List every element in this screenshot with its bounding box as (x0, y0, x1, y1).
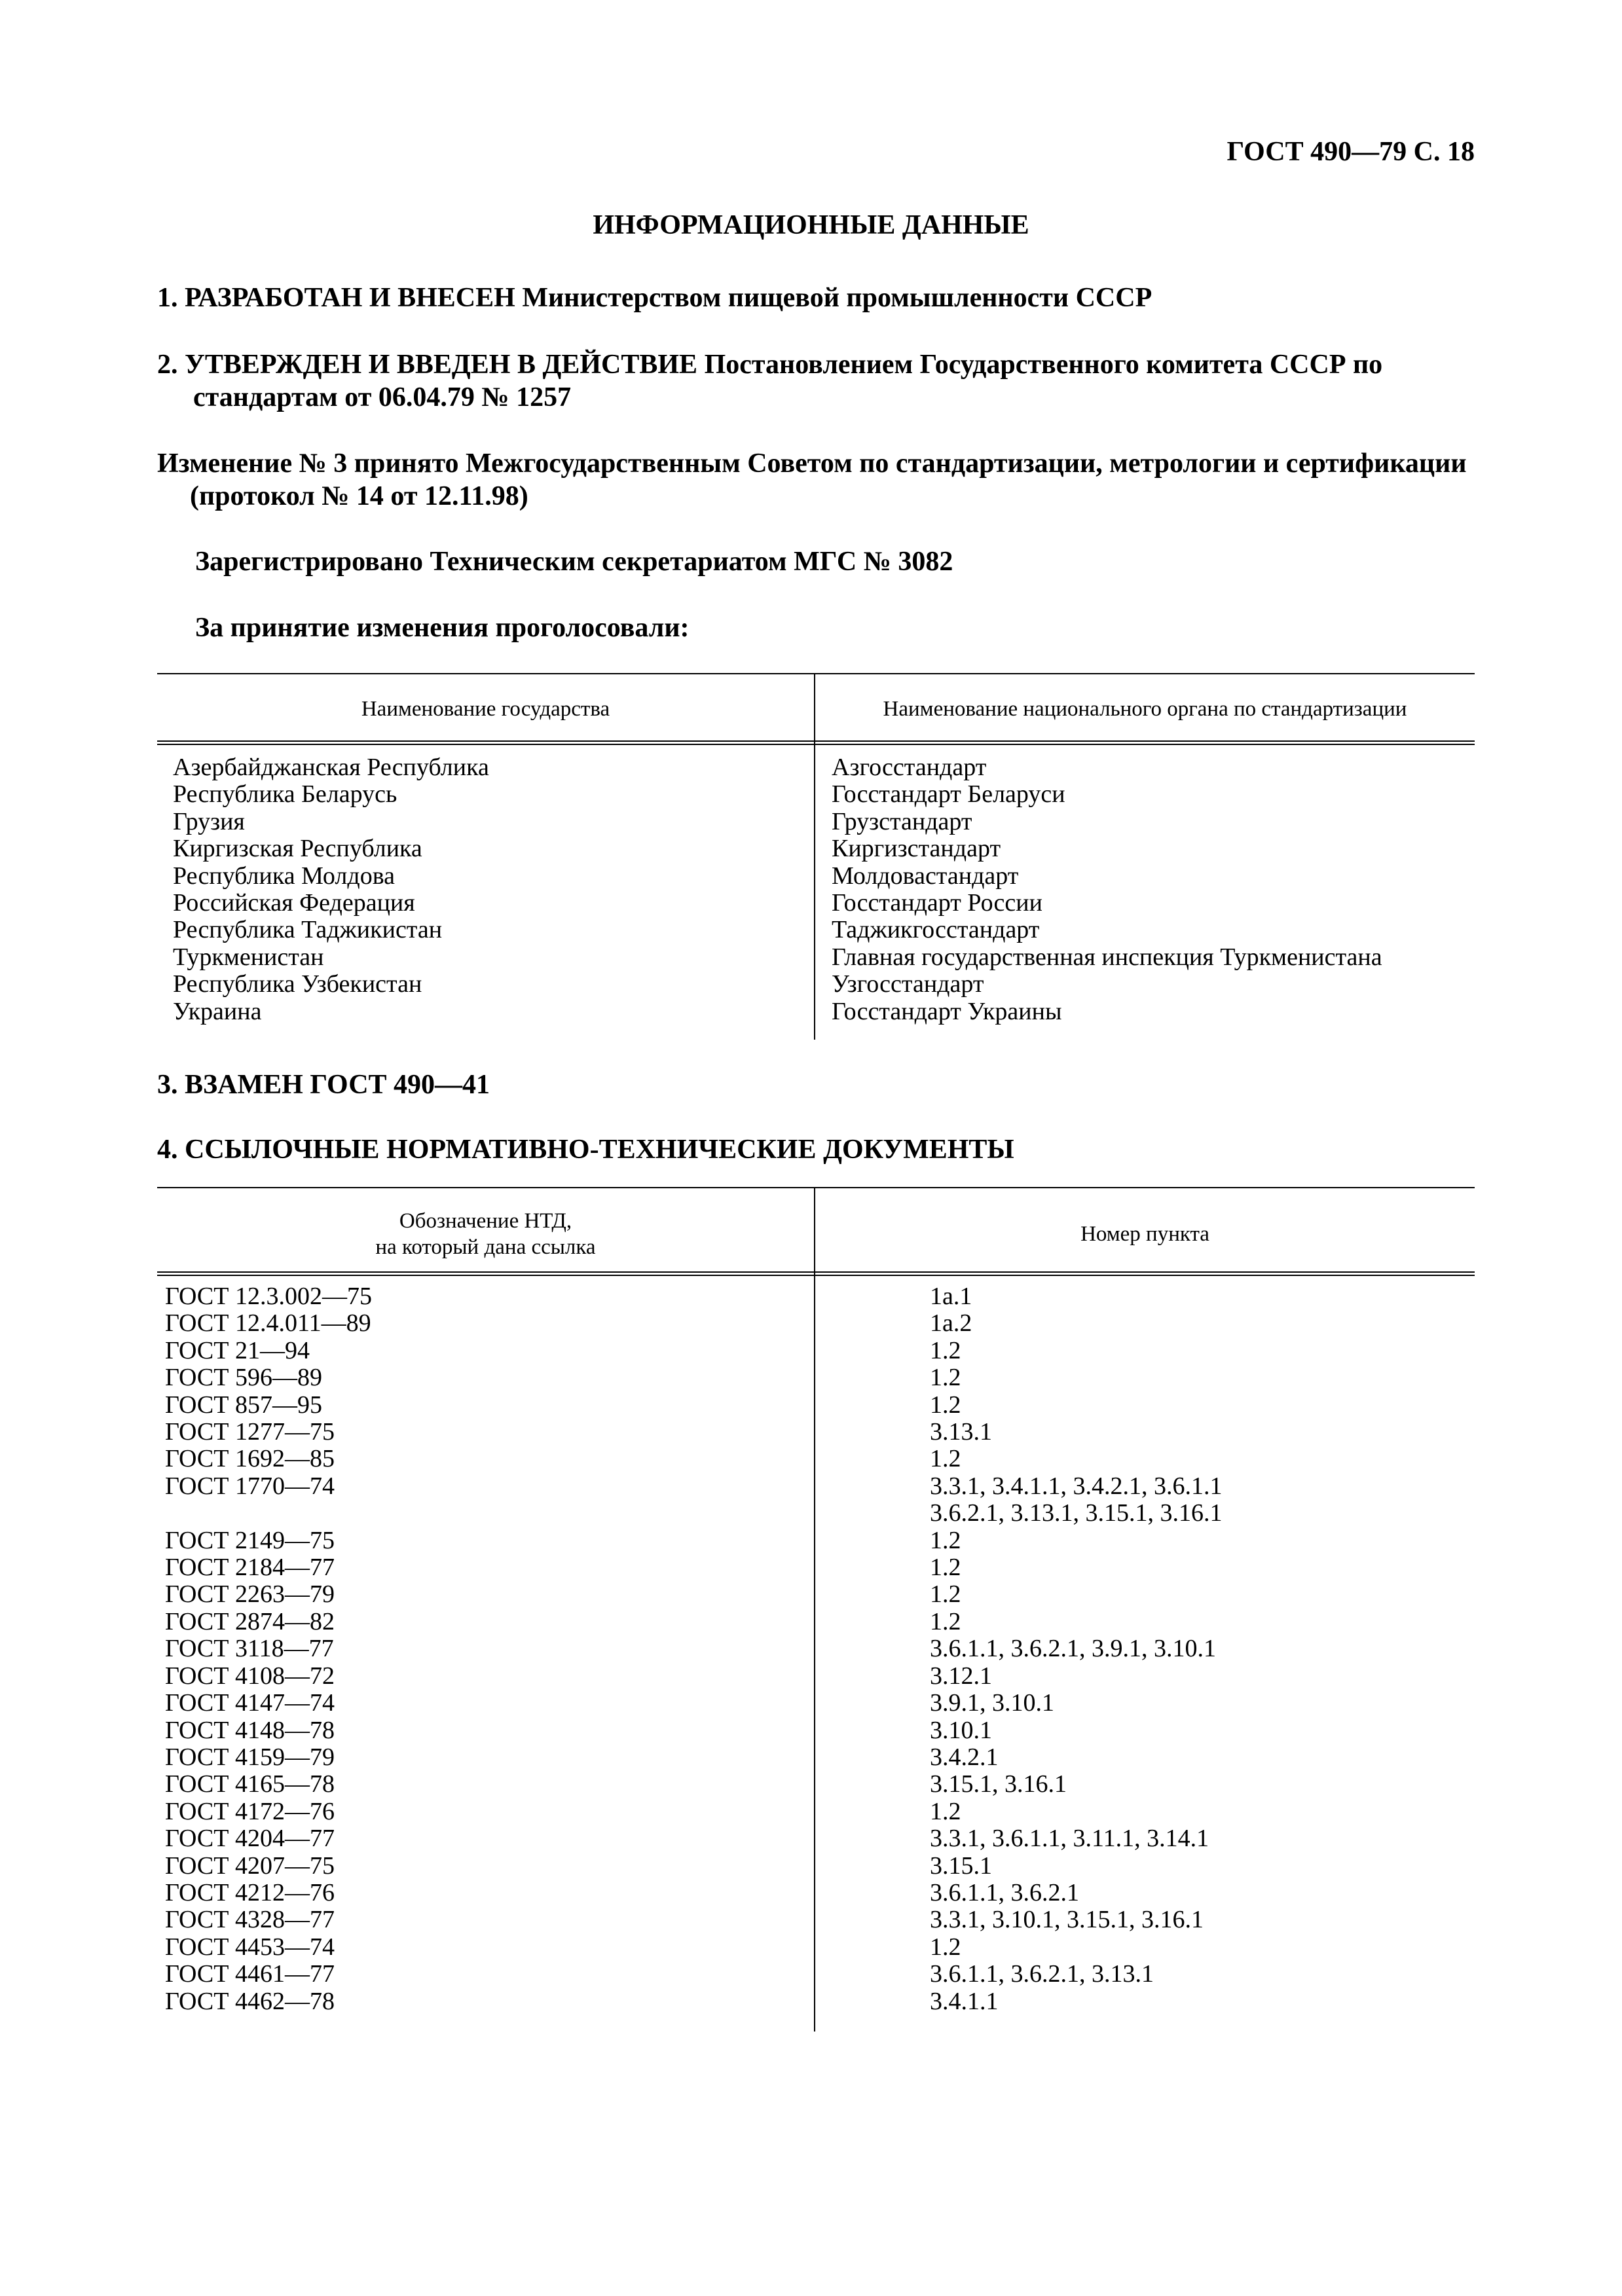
doc-designation: ГОСТ 4212—76 (165, 1878, 335, 1906)
doc-designation: ГОСТ 2184—77 (165, 1554, 335, 1582)
amendment-note: Изменение № 3 принято Межгосударственным Советом по стандартизации, метрологии и сертификации (протокол № 14 от 12.11.98) (157, 448, 1467, 511)
state-name: Грузия (173, 807, 245, 835)
states-header-body: Наименование национального органа по стандартизации (883, 697, 1407, 721)
doc-item-numbers: 1.2 (930, 1336, 961, 1364)
state-name: Республика Беларусь (173, 780, 397, 809)
doc-designation: ГОСТ 4461—77 (165, 1960, 335, 1988)
states-table (157, 673, 1475, 1040)
doc-item-numbers: 3.6.1.1, 3.6.2.1 (930, 1878, 1079, 1906)
states-column-names (173, 754, 489, 1025)
standards-body-name: Киргизстандарт (832, 835, 1001, 863)
doc-designation: ГОСТ 2263—79 (165, 1580, 335, 1609)
doc-designation: ГОСТ 12.4.011—89 (165, 1309, 371, 1338)
doc-item-numbers: 1.2 (930, 1933, 961, 1961)
doc-designation: ГОСТ 596—89 (165, 1364, 322, 1392)
doc-item-numbers: 3.4.1.1 (930, 1987, 999, 2015)
doc-designation: ГОСТ 4159—79 (165, 1743, 335, 1771)
section-1 (157, 282, 1473, 314)
standards-body-name: Госстандарт России (832, 889, 1042, 917)
doc-designation: ГОСТ 1770—74 (165, 1472, 335, 1500)
doc-item-numbers: 1.2 (930, 1554, 961, 1582)
table-top-rule (157, 673, 1475, 674)
docs-header-line-2: на который дана ссылка (375, 1235, 596, 1259)
doc-item-numbers: 1a.2 (930, 1309, 972, 1338)
section-2 (157, 348, 1473, 414)
doc-designation: ГОСТ 4462—78 (165, 1987, 335, 2015)
state-name: Азербайджанская Республика (173, 754, 489, 781)
column-divider (814, 1187, 815, 2032)
doc-designation: ГОСТ 4108—72 (165, 1662, 335, 1690)
standards-body-name: Таджикгосстандарт (832, 916, 1040, 944)
doc-designation: ГОСТ 4165—78 (165, 1770, 335, 1798)
header-double-rule (157, 1271, 1475, 1276)
state-name: Республика Узбекистан (173, 970, 422, 998)
doc-designation: ГОСТ 2149—75 (165, 1526, 335, 1554)
doc-item-numbers: 1.2 (930, 1445, 961, 1473)
states-column-bodies (832, 754, 1382, 1025)
doc-item-numbers: 1.2 (930, 1364, 961, 1392)
section-3: 3. ВЗАМЕН ГОСТ 490—41 (157, 1070, 490, 1100)
doc-item-numbers: 3.6.1.1, 3.6.2.1, 3.13.1 (930, 1960, 1154, 1988)
doc-designation: ГОСТ 857—95 (165, 1391, 322, 1419)
section-2-text: Постановлением Государственного комитета СССР по стандартам от 06.04.79 № 1257 (193, 350, 1383, 412)
doc-designation: ГОСТ 4328—77 (165, 1906, 335, 1934)
doc-designation: ГОСТ 4204—77 (165, 1825, 335, 1853)
doc-item-numbers: 1.2 (930, 1797, 961, 1825)
standards-body-name: Госстандарт Беларуси (832, 780, 1065, 809)
standards-body-name: Госстандарт Украины (832, 997, 1062, 1025)
state-name: Республика Молдова (173, 862, 396, 890)
standards-body-name: Узгосстандарт (832, 970, 984, 998)
page-title: ИНФОРМАЦИОННЫЕ ДАННЫЕ (593, 210, 1029, 240)
state-name: Украина (173, 997, 262, 1025)
doc-item-numbers: 1.2 (930, 1607, 961, 1635)
state-name: Республика Таджикистан (173, 916, 443, 944)
registration-note: Зарегистрировано Техническим секретариатом МГС № 3082 (195, 547, 953, 577)
doc-item-numbers: 3.3.1, 3.10.1, 3.15.1, 3.16.1 (930, 1906, 1204, 1934)
doc-item-numbers: 3.6.2.1, 3.13.1, 3.15.1, 3.16.1 (930, 1499, 1223, 1527)
doc-item-numbers: 1a.1 (930, 1283, 972, 1310)
docs-table (157, 1187, 1475, 2032)
states-header-state: Наименование государства (361, 697, 610, 721)
voting-note: За принятие изменения проголосовали: (195, 613, 690, 643)
doc-item-numbers: 3.15.1, 3.16.1 (930, 1770, 1067, 1798)
doc-designation: ГОСТ 4207—75 (165, 1851, 335, 1880)
section-1-label: 1. РАЗРАБОТАН И ВНЕСЕН (157, 283, 515, 313)
header-double-rule (157, 740, 1475, 745)
standards-body-name: Грузстандарт (832, 807, 972, 835)
doc-item-numbers: 3.3.1, 3.4.1.1, 3.4.2.1, 3.6.1.1 (930, 1472, 1223, 1500)
doc-designation (165, 1500, 372, 1527)
doc-designation: ГОСТ 2874—82 (165, 1607, 335, 1635)
doc-designation: ГОСТ 1277—75 (165, 1418, 335, 1446)
doc-item-numbers: 3.9.1, 3.10.1 (930, 1689, 1054, 1717)
docs-column-designations (165, 1283, 372, 2015)
doc-item-numbers: 3.13.1 (930, 1418, 992, 1446)
doc-item-numbers: 3.10.1 (930, 1716, 992, 1744)
docs-header-item: Номер пункта (1080, 1222, 1209, 1246)
doc-item-numbers: 1.2 (930, 1391, 961, 1419)
doc-designation: ГОСТ 4453—74 (165, 1933, 335, 1961)
doc-item-numbers: 3.3.1, 3.6.1.1, 3.11.1, 3.14.1 (930, 1825, 1209, 1853)
doc-designation: ГОСТ 4172—76 (165, 1797, 335, 1825)
doc-designation: ГОСТ 4147—74 (165, 1689, 335, 1717)
section-1-text: Министерством пищевой промышленности СССР (515, 283, 1152, 313)
standards-body-name: Главная государственная инспекция Туркменистана (832, 943, 1382, 971)
section-4: 4. ССЫЛОЧНЫЕ НОРМАТИВНО-ТЕХНИЧЕСКИЕ ДОКУМЕНТЫ (157, 1135, 1014, 1165)
docs-header-designation (157, 1208, 814, 1260)
state-name: Российская Федерация (173, 889, 415, 917)
doc-item-numbers: 3.6.1.1, 3.6.2.1, 3.9.1, 3.10.1 (930, 1635, 1216, 1663)
doc-item-numbers: 1.2 (930, 1580, 961, 1609)
column-divider (814, 673, 815, 1040)
doc-designation: ГОСТ 3118—77 (165, 1635, 334, 1663)
section-2-label: 2. УТВЕРЖДЕН И ВВЕДЕН В ДЕЙСТВИЕ (157, 350, 698, 380)
doc-designation: ГОСТ 12.3.002—75 (165, 1283, 372, 1310)
doc-designation: ГОСТ 1692—85 (165, 1445, 335, 1473)
docs-header-line-1: Обозначение НТД, (399, 1209, 572, 1233)
state-name: Туркменистан (173, 943, 324, 971)
state-name: Киргизская Республика (173, 835, 422, 863)
doc-designation: ГОСТ 21—94 (165, 1336, 310, 1364)
doc-designation: ГОСТ 4148—78 (165, 1716, 335, 1744)
doc-item-numbers: 3.4.2.1 (930, 1743, 999, 1771)
table-top-rule (157, 1187, 1475, 1188)
page-header: ГОСТ 490—79 С. 18 (1226, 137, 1475, 167)
docs-column-items (930, 1283, 1223, 2015)
doc-item-numbers: 3.12.1 (930, 1662, 992, 1690)
standards-body-name: Молдовастандарт (832, 862, 1019, 890)
standards-body-name: Азгосстандарт (832, 754, 987, 781)
doc-item-numbers: 3.15.1 (930, 1851, 992, 1880)
doc-item-numbers: 1.2 (930, 1526, 961, 1554)
